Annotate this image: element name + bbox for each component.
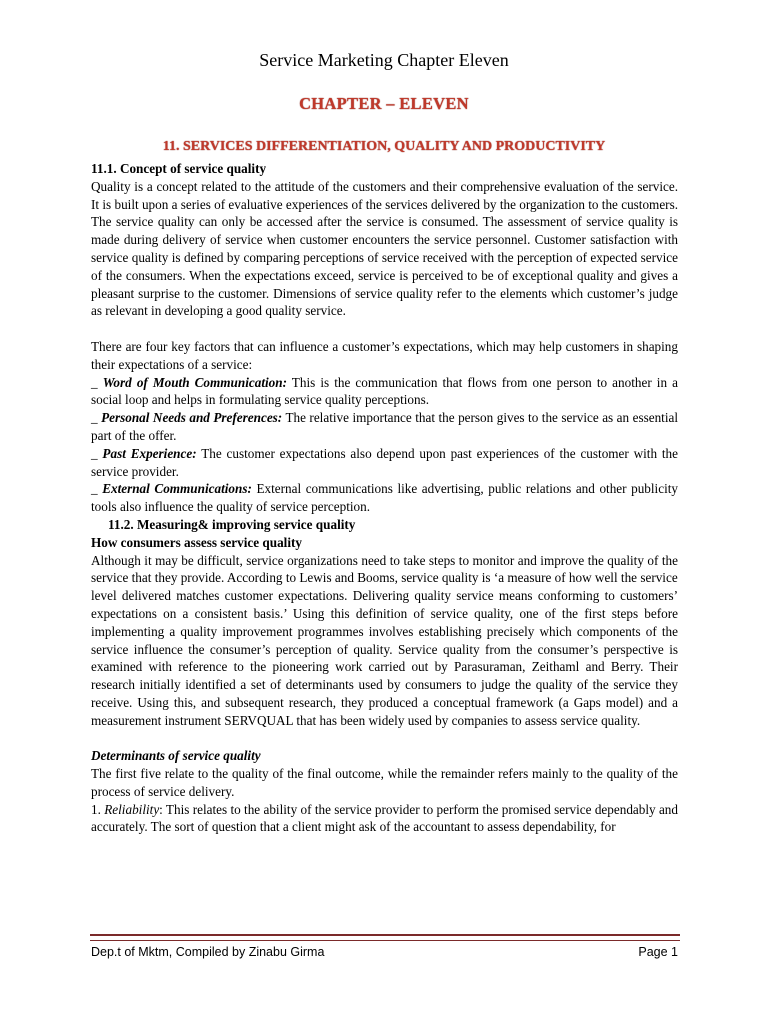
- how-consumers-heading: How consumers assess service quality: [91, 534, 302, 550]
- factor-text: The relative importance that the person gives to the service as an essential part of the offer.: [91, 410, 679, 443]
- reliability-text: : This relates to the ability of the service provider to perform the promised service dependably and accurately. The sort of question that a client might ask of the accountant to assess dependability, for: [91, 801, 678, 835]
- determinants-heading: Determinants of service quality: [91, 748, 261, 764]
- subsection-heading-11-1: 11.1. Concept of service quality: [91, 161, 267, 176]
- paragraph-gap: [91, 730, 678, 748]
- page-header-title: Service Marketing Chapter Eleven: [259, 50, 509, 70]
- paragraph-how-2: level delivered matches customer expectations. Delivering quality service means conforming to customers’ expectations on a consistent basis.’ Using this definition of service quality, one of the first steps before implementing a quality improvement programmes involves establishing precisely which components of the service influence the consumer’s perception of quality. Service quality from the consumer’s perspective is examined with reference to the pioneering work carried out by Parasuraman, Zeithaml and Berry. Their research initially identified a set of determinants used by consumers to judge the quality of the service they receive. Using this, and subsequent research, they produced a conceptual framework (a Gaps model) and a measurement instrument SERVQUAL that has been widely used by companies to assess service quality.: [91, 588, 678, 728]
- paragraph-factors-intro: There are four key factors that can influence a customer’s expectations, which may help customers in shaping their expectations of a service:: [91, 338, 678, 372]
- bullet: _: [91, 481, 103, 497]
- bullet: _: [91, 374, 103, 390]
- page-number: Page 1: [638, 945, 678, 959]
- factor-label: External Communications:: [102, 481, 252, 497]
- chapter-heading: CHAPTER – ELEVEN: [299, 94, 469, 113]
- document-body: [91, 160, 678, 836]
- factor-label: Past Experience:: [102, 445, 197, 461]
- reliability-label: Reliability: [104, 801, 160, 817]
- section-heading: 11. SERVICES DIFFERENTIATION, QUALITY AND PRODUCTIVITY: [162, 139, 606, 154]
- reliability-item: [91, 801, 678, 837]
- factor-label: Personal Needs and Preferences:: [101, 410, 283, 426]
- factor-text: The customer expectations also depend upon past experiences of the customer with the service provider.: [91, 445, 678, 479]
- footer-divider: [90, 934, 680, 941]
- paragraph-determinants: The first five relate to the quality of the final outcome, while the remainder refers mainly to the quality of the process of service delivery.: [91, 766, 678, 799]
- list-number: 1.: [91, 801, 105, 817]
- factor-item: [91, 409, 678, 445]
- paragraph-how-1: Although it may be difficult, service organizations need to take steps to monitor and improve the quality of the service that they provide. According to Lewis and Booms, service quality is ‘a measure of how well the service: [91, 552, 678, 586]
- factor-item: [91, 480, 678, 516]
- factor-text: This is the communication that flows from one person to another in a social loop and helps in formulating service quality perceptions.: [91, 374, 678, 408]
- paragraph-concept: Quality is a concept related to the attitude of the customers and their comprehensive evaluation of the service. It is built upon a series of evaluative experiences of the services delivered by the organization to the customers. The service quality can only be accessed after the service is consumed. The assessment of service quality is made during delivery of service when customer encounters the service personnel. Customer satisfaction with service quality is defined by comparing perceptions of service received with the perception of expected service of the consumers. When the expectations exceed, service is perceived to be of exceptional quality and gives a pleasant surprise to the customer. Dimensions of service quality refer to the elements which customer’s judge as relevant in developing a good quality service.: [91, 178, 678, 319]
- factor-item: [91, 374, 678, 410]
- factor-item: [91, 445, 678, 481]
- factor-label: Word of Mouth Communication:: [102, 374, 287, 390]
- bullet: _: [91, 410, 102, 426]
- paragraph-gap: [91, 320, 678, 338]
- footer-credit: Dep.t of Mktm, Compiled by Zinabu Girma: [91, 945, 325, 959]
- factor-text: External communications like advertising, public relations and other publicity tools also influence the quality of service perception.: [91, 481, 679, 515]
- subsection-heading-11-2: 11.2. Measuring& improving service quality: [108, 516, 356, 532]
- bullet: _: [91, 445, 103, 461]
